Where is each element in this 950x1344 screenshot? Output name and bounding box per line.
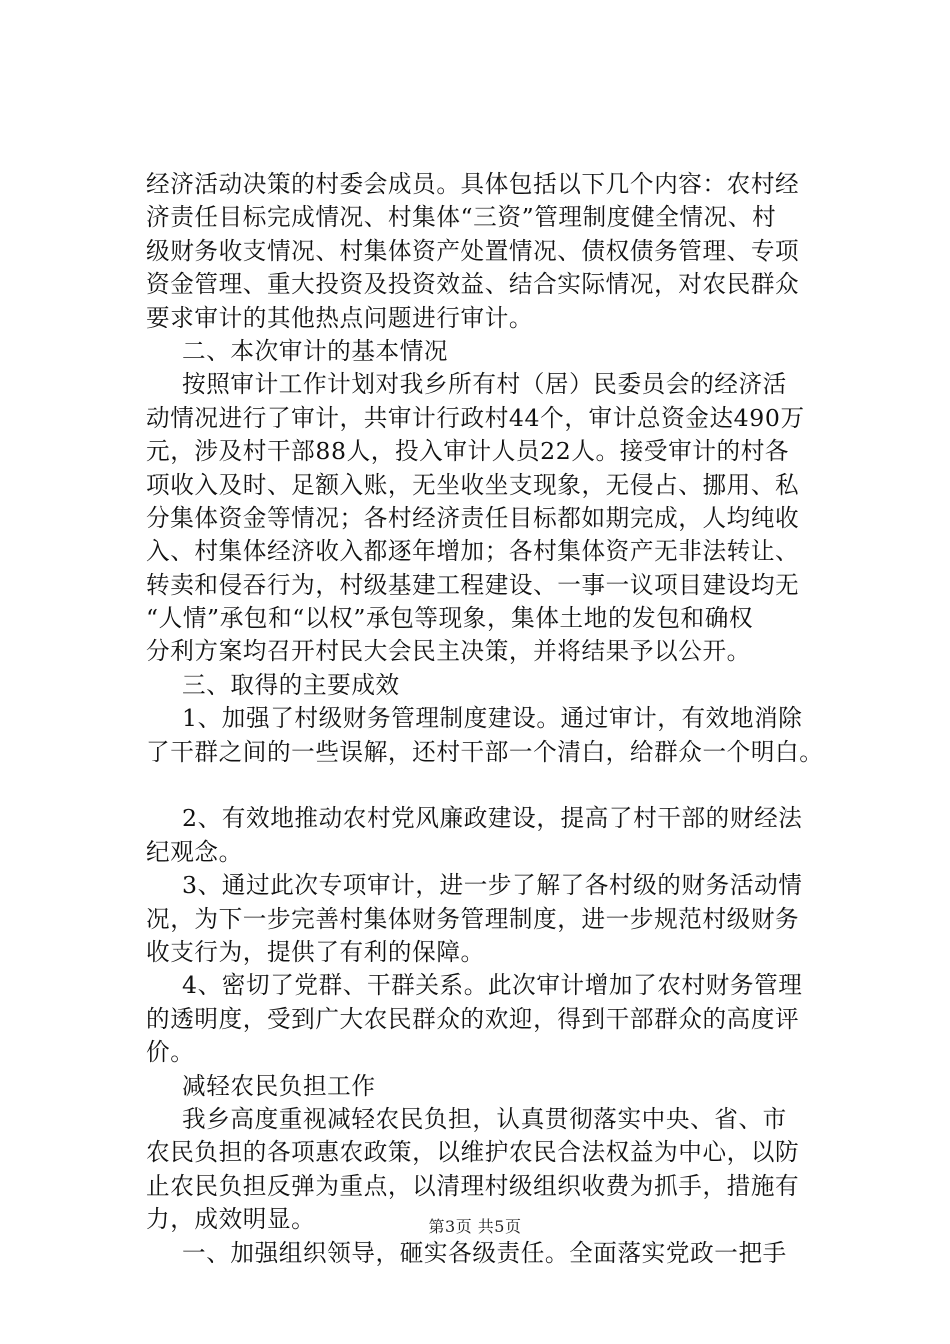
- text-line: 资金管理、重大投资及投资效益、结合实际情况，对农民群众: [146, 270, 800, 299]
- text-line: 入、村集体经济收入都逐年增加；各村集体资产无非法转让、: [146, 537, 800, 566]
- text-line: 经济活动决策的村委会成员。具体包括以下几个内容：农村经: [146, 170, 800, 198]
- text-line: 了干群之间的一些误解，还村干部一个清白，给群众一个明白。: [146, 737, 824, 766]
- text-line: 动情况进行了审计，共审计行政村44个，审计总资金达490万: [146, 403, 805, 432]
- text-line: 的透明度，受到广大农民群众的欢迎，得到干部群众的高度评: [146, 1004, 800, 1033]
- blank-line: [146, 769, 846, 802]
- text-line: 济责任目标完成情况、村集体“三资”管理制度健全情况、村: [146, 203, 777, 232]
- text-line: 收支行为，提供了有利的保障。: [146, 937, 485, 966]
- text-line: 元，涉及村干部88人，投入审计人员22人。接受审计的村各: [146, 437, 790, 466]
- text-line: “人情”承包和“以权”承包等现象，集体土地的发包和确权: [146, 604, 754, 633]
- text-line: 价。: [146, 1038, 195, 1067]
- body-text: [146, 168, 846, 1270]
- text-line: 我乡高度重视减轻农民负担，认真贯彻落实中央、省、市: [182, 1104, 787, 1133]
- text-line: 要求审计的其他热点问题进行审计。: [146, 303, 534, 332]
- text-line: 3、通过此次专项审计，进一步了解了各村级的财务活动情: [182, 871, 803, 900]
- text-line: 级财务收支情况、村集体资产处置情况、债权债务管理、专项: [146, 236, 800, 265]
- text-line: 止农民负担反弹为重点，以清理村级组织收费为抓手，措施有: [146, 1171, 800, 1200]
- text-line: 一、加强组织领导，砸实各级责任。全面落实党政一把手: [182, 1238, 787, 1267]
- page-number: 第3页 共5页: [428, 1217, 522, 1236]
- text-line: 农民负担的各项惠农政策，以维护农民合法权益为中心，以防: [146, 1138, 800, 1167]
- text-line: 况，为下一步完善村集体财务管理制度，进一步规范村级财务: [146, 904, 800, 933]
- section-heading: 三、取得的主要成效: [182, 670, 400, 699]
- text-line: 1、加强了村级财务管理制度建设。通过审计，有效地消除: [182, 704, 803, 733]
- text-line: 分利方案均召开村民大会民主决策，并将结果予以公开。: [146, 637, 751, 666]
- text-line: 项收入及时、足额入账，无坐收坐支现象，无侵占、挪用、私: [146, 470, 800, 499]
- text-line: 2、有效地推动农村党风廉政建设，提高了村干部的财经法: [182, 804, 803, 833]
- section-heading: 二、本次审计的基本情况: [182, 336, 449, 365]
- section-heading: 减轻农民负担工作: [182, 1071, 376, 1100]
- text-line: 纪观念。: [146, 837, 243, 866]
- text-line: 力，成效明显。: [146, 1205, 316, 1234]
- text-line: 分集体资金等情况；各村经济责任目标都如期完成，人均纯收: [146, 503, 800, 532]
- text-line: 4、密切了党群、干群关系。此次审计增加了农村财务管理: [182, 971, 803, 1000]
- text-line: 转卖和侵吞行为，村级基建工程建设、一事一议项目建设均无: [146, 570, 800, 599]
- text-line: 按照审计工作计划对我乡所有村（居）民委员会的经济活: [182, 370, 787, 399]
